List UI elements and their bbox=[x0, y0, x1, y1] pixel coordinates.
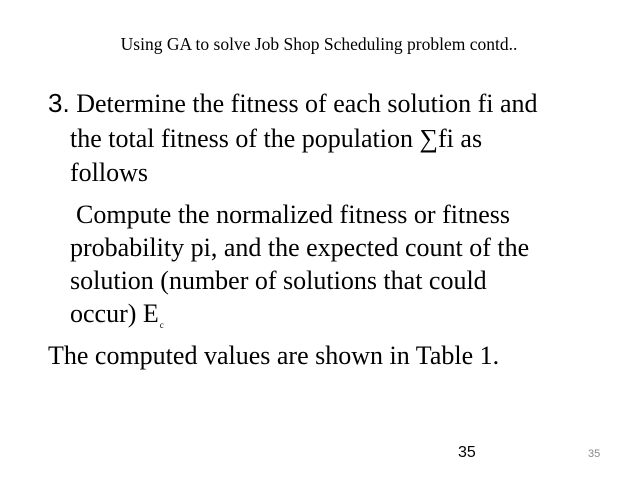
step-line-1-text: Determine the fitness of each solution fi and bbox=[76, 89, 538, 118]
conclusion-text: The computed values are shown in Table 1. bbox=[48, 341, 500, 370]
step-number: 3. bbox=[48, 88, 70, 118]
compute-line-4-text: occur) E bbox=[70, 299, 159, 328]
slide-title: Using GA to solve Job Shop Scheduling problem contd.. bbox=[120, 34, 518, 54]
page-number-center: 35 bbox=[458, 444, 476, 461]
step-line-1 bbox=[48, 88, 538, 119]
page-number-corner: 35 bbox=[588, 448, 601, 460]
compute-line-2: probability pi, and the expected count of the bbox=[70, 233, 530, 262]
step-line-3: follows bbox=[70, 158, 148, 187]
compute-line-1: Compute the normalized fitness or fitness bbox=[76, 200, 510, 229]
compute-line-4 bbox=[70, 299, 164, 334]
step-line-2: the total fitness of the population ∑fi as bbox=[70, 124, 483, 153]
expected-count-subscript: c bbox=[159, 320, 164, 330]
compute-line-3: solution (number of solutions that could bbox=[70, 266, 487, 295]
